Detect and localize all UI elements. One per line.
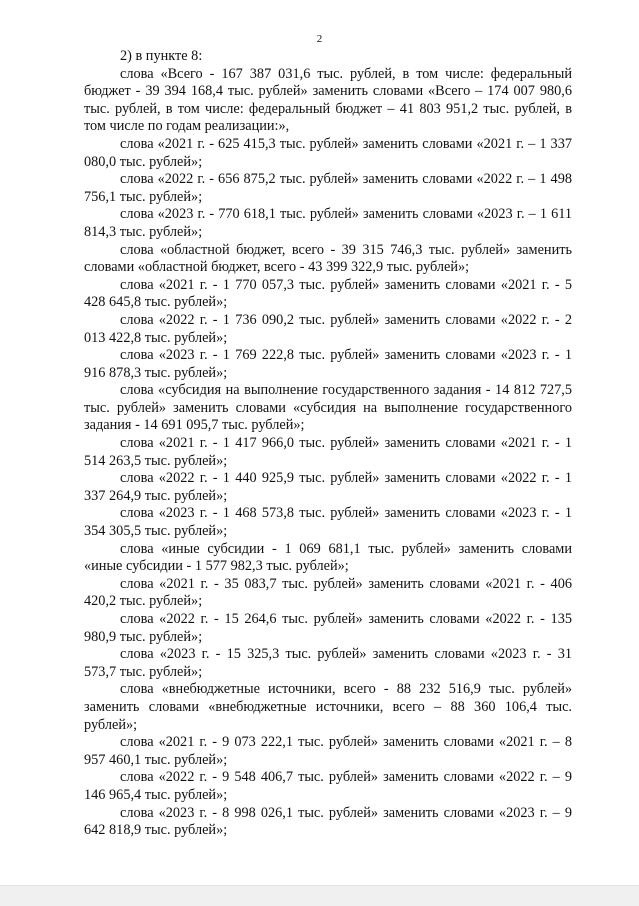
paragraph-federal-2023: слова «2023 г. - 770 618,1 тыс. рублей» заменить словами «2023 г. – 1 611 814,3 тыс. рублей»;	[84, 206, 572, 240]
paragraph-extrabudgetary-2021: слова «2021 г. - 9 073 222,1 тыс. рублей» заменить словами «2021 г. – 8 957 460,1 тыс. рублей»;	[84, 734, 572, 768]
document-body	[84, 48, 572, 840]
paragraph-federal-2021: слова «2021 г. - 625 415,3 тыс. рублей» заменить словами «2021 г. – 1 337 080,0 тыс. рублей»;	[84, 135, 572, 170]
paragraph-other-2022: слова «2022 г. - 15 264,6 тыс. рублей» заменить словами «2022 г. - 135 980,9 тыс. рублей»;	[84, 611, 572, 645]
paragraph-other-subsidies: слова «иные субсидии - 1 069 681,1 тыс. рублей» заменить словами «иные субсидии - 1 577 982,3 тыс. рублей»;	[84, 540, 572, 575]
paragraph-state-task-subsidy: слова «субсидия на выполнение государственного задания - 14 812 727,5 тыс. рублей» заменить словами «субсидия на выполнение государственного задания - 14 691 095,7 тыс. рублей»;	[84, 382, 572, 434]
paragraph-state-task-2022: слова «2022 г. - 1 440 925,9 тыс. рублей» заменить словами «2022 г. - 1 337 264,9 тыс. рублей»;	[84, 470, 572, 504]
paragraph-regional-total: слова «областной бюджет, всего - 39 315 746,3 тыс. рублей» заменить словами «областной бюджет, всего - 43 399 322,9 тыс. рублей»;	[84, 241, 572, 276]
paragraph-total: слова «Всего - 167 387 031,6 тыс. рублей, в том числе: федеральный бюджет - 39 394 168,4 тыс. рублей» заменить словами «Всего – 174 007 980,6 тыс. рублей, в том числе: федеральный бюджет – 41 803 951,2 тыс. рублей, в том числе по годам реализации:»,	[84, 65, 572, 135]
paragraph-other-2023: слова «2023 г. - 15 325,3 тыс. рублей» заменить словами «2023 г. - 31 573,7 тыс. рублей»;	[84, 646, 572, 680]
paragraph-state-task-2023: слова «2023 г. - 1 468 573,8 тыс. рублей» заменить словами «2023 г. - 1 354 305,5 тыс. рублей»;	[84, 505, 572, 540]
viewer-bottom-strip	[0, 885, 639, 906]
paragraph-extrabudgetary-total: слова «внебюджетные источники, всего - 88 232 516,9 тыс. рублей» заменить словами «внебюджетные источники, всего – 88 360 106,4 тыс. рублей»;	[84, 681, 572, 733]
paragraph-regional-2022: слова «2022 г. - 1 736 090,2 тыс. рублей» заменить словами «2022 г. - 2 013 422,8 тыс. рублей»;	[84, 311, 572, 346]
paragraph-item-header: 2) в пункте 8:	[120, 48, 203, 64]
paragraph-regional-2023: слова «2023 г. - 1 769 222,8 тыс. рублей» заменить словами «2023 г. - 1 916 878,3 тыс. рублей»;	[84, 347, 572, 381]
paragraph-extrabudgetary-2023: слова «2023 г. - 8 998 026,1 тыс. рублей» заменить словами «2023 г. – 9 642 818,9 тыс. рублей»;	[84, 804, 572, 839]
paragraph-extrabudgetary-2022: слова «2022 г. - 9 548 406,7 тыс. рублей» заменить словами «2022 г. – 9 146 965,4 тыс. рублей»;	[84, 769, 572, 803]
paragraph-federal-2022: слова «2022 г. - 656 875,2 тыс. рублей» заменить словами «2022 г. – 1 498 756,1 тыс. рублей»;	[84, 171, 572, 205]
paragraph-state-task-2021: слова «2021 г. - 1 417 966,0 тыс. рублей» заменить словами «2021 г. - 1 514 263,5 тыс. рублей»;	[84, 435, 572, 469]
paragraph-regional-2021: слова «2021 г. - 1 770 057,3 тыс. рублей» заменить словами «2021 г. - 5 428 645,8 тыс. рублей»;	[84, 276, 572, 311]
paragraph-other-2021: слова «2021 г. - 35 083,7 тыс. рублей» заменить словами «2021 г. - 406 420,2 тыс. рублей»;	[84, 575, 572, 610]
page-number: 2	[316, 33, 323, 45]
